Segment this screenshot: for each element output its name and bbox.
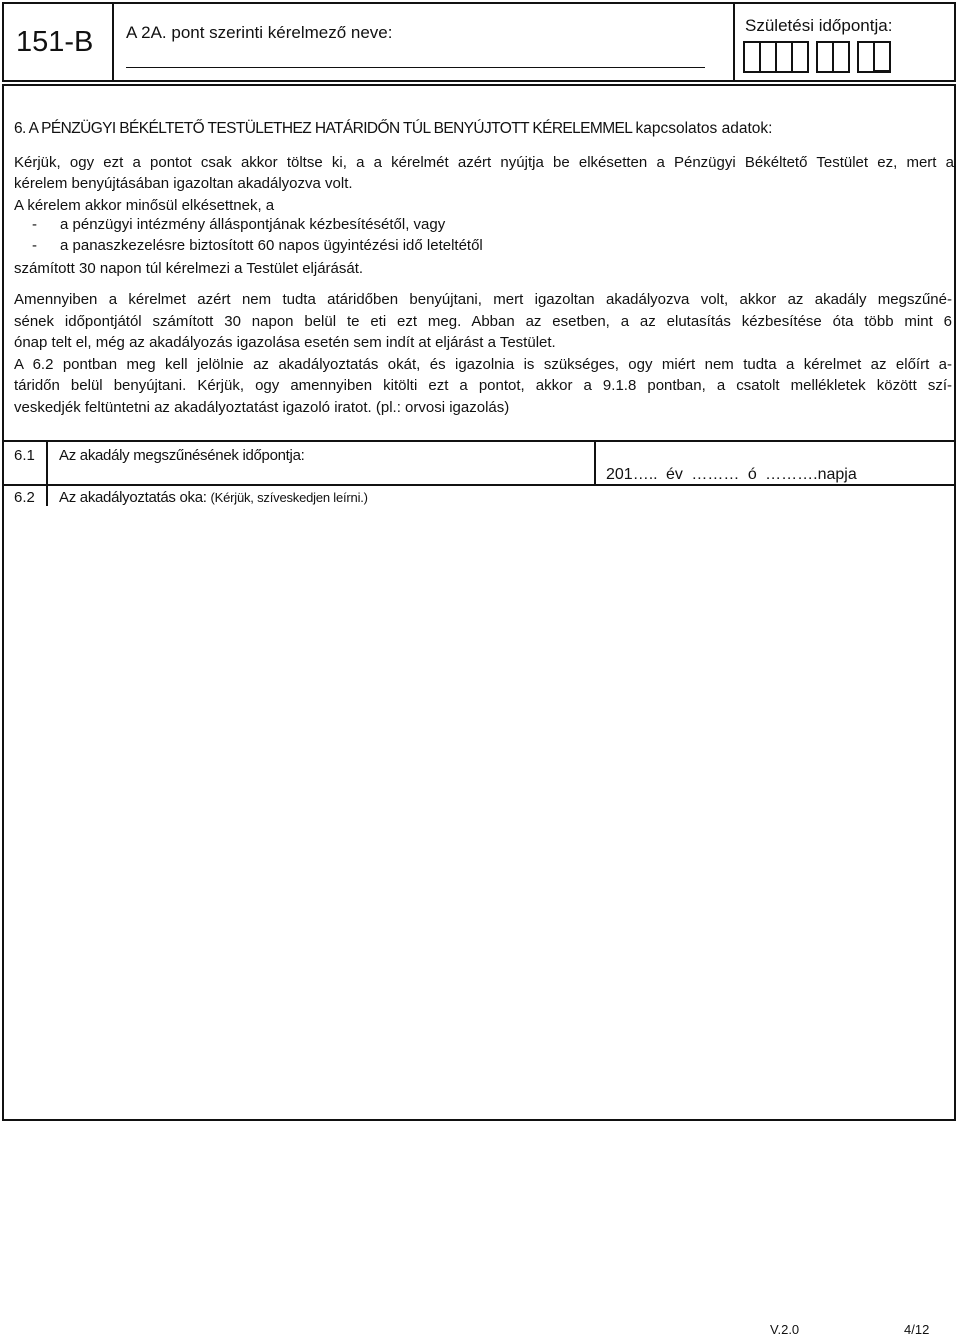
item-6-2-hint: (Kérjük, szíveskedjen leírni.) [210,490,368,505]
table-divider [46,484,48,506]
item-6-1-number: 6.1 [14,447,35,464]
instructions-line: ónap telt el, még az akadályozás igazolása esetén sem indít at eljárást a Testület. [14,334,556,351]
item-6-2-text-area[interactable] [4,508,954,1119]
section-title [14,120,772,138]
birth-day-digit[interactable] [873,41,891,73]
instructions-line: Amennyiben a kérelmet azért nem tudta atáridőben benyújtani, mert igazoltan akadályozva volt, akkor az akadály megszűné- [14,291,952,308]
instructions-line: veskedjék feltüntetni az akadályoztatást igazoló iratot. (pl.: orvosi igazolás) [14,398,510,416]
birth-year-cells [743,41,807,73]
table-divider [594,440,596,486]
section-title-main: 6. A PÉNZÜGYI BÉKÉLTETŐ TESTÜLETHEZ HATÁRIDŐN TÚL BENYÚJTOTT KÉRELEMMEL [14,120,632,137]
instructions-paragraph [14,289,952,418]
table-divider [4,484,954,486]
birth-year-digit[interactable] [791,41,809,73]
birth-month-cells [816,41,848,73]
instructions-line: A 6.2 pontban meg kell jelölnie az akadályoztatás okát, és igazolnia is szükséges, ogy miért nem tudta a kérelmet az előírt a- [14,355,952,373]
birth-date-label: Születési időpontja: [745,16,893,35]
birth-date-box [735,4,954,80]
applicant-name-box [114,4,735,80]
late-definition: A kérelem akkor minősül elkésettnek, a [14,197,275,214]
intro-line-2: kérelem benyújtásában igazoltan akadályozva volt. [14,175,353,193]
birth-day-cells [857,41,889,73]
instructions-line: táridőn belül benyújtani. Kérjük, ogy amennyiben kitölti ezt a pontot, akkor a 9.1.8 pontban, a csatolt mellékletek között szí- [14,377,952,394]
form-header [2,2,956,82]
list-item: - a pénzügyi intézmény álláspontjának kézbesítésétől, vagy [32,214,960,235]
item-6-2-number: 6.2 [14,489,35,506]
page-number: 4/12 [904,1322,930,1337]
applicant-name-field[interactable] [126,67,705,68]
birth-date-cells [743,41,898,73]
applicant-name-label: A 2A. pont szerinti kérelmező neve: [126,23,393,42]
section-title-suffix: kapcsolatos adatok: [635,120,773,137]
item-6-2-label-text: Az akadályoztatás oka: [59,489,207,506]
form-code: 151-B [4,4,114,80]
instructions-line: sének időpontjától számított 30 napon belül te eti ezt meg. Abban az esetben, a az elutasítás kézbesítése óta több mint 6 [14,312,952,330]
item-6-1-date-field[interactable]: 201….. év ……… ó ……….napja [606,466,857,483]
late-definition-end: számított 30 napon túl kérelmezi a Testület eljárását. [14,260,364,277]
birth-month-digit[interactable] [832,41,850,73]
intro-paragraph [14,152,954,194]
intro-line-1: Kérjük, ogy ezt a pontot csak akkor töltse ki, a a kérelmét azért nyújtja be elkésetten a Pénzügyi Békéltető Testület ez, mert a [14,154,954,171]
table-divider [4,440,954,442]
section-6 [2,84,956,1121]
list-item: - a panaszkezelésre biztosított 60 napos ügyintézési idő leteltétől [32,235,960,256]
item-6-2-label [59,489,368,506]
item-6-1-label: Az akadály megszűnésének időpontja: [59,447,305,464]
form-version: V.2.0 [770,1322,800,1337]
late-conditions-list [32,214,960,256]
